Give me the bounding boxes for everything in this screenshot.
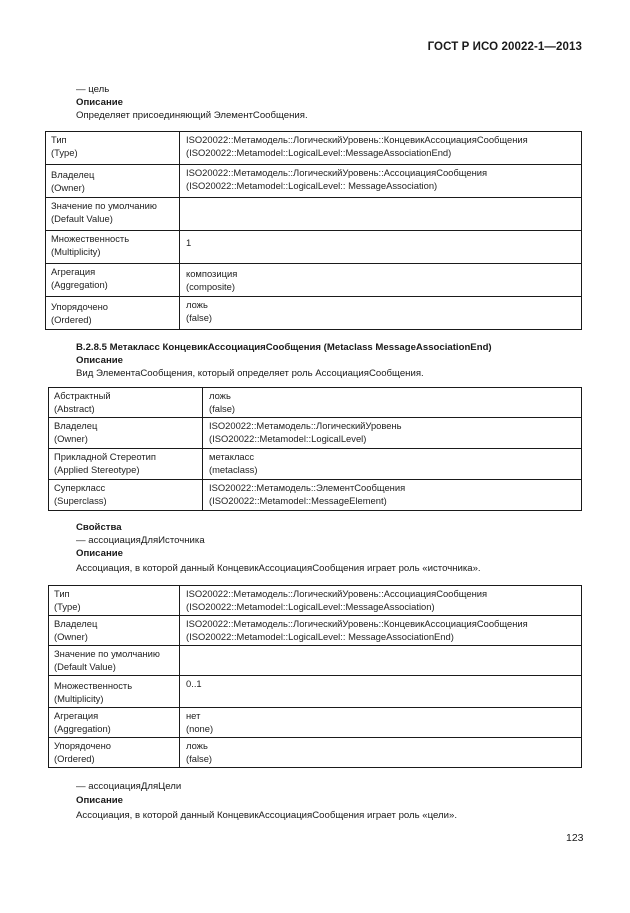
key-cell: Упорядочено (Ordered): [49, 738, 180, 768]
key-cell: Множественность (Multiplicity): [49, 676, 180, 708]
value-cell: нет (none): [180, 708, 582, 738]
key-cell: Владелец (Owner): [49, 616, 180, 646]
key-cell: Прикладной Стереотип (Applied Stereotype): [49, 449, 203, 480]
description-text: Ассоциация, в которой данный КонцевикАссоциацияСообщения играет роль «цели».: [76, 810, 457, 821]
key-cell: Тип (Type): [49, 586, 180, 616]
key-cell: Тип (Type): [46, 132, 180, 165]
table-row: [46, 264, 582, 297]
property-item: — ассоциацияДляЦели: [76, 781, 182, 792]
table-row: [46, 198, 582, 231]
key-cell: Значение по умолчанию (Default Value): [49, 646, 180, 676]
section-heading: В.2.8.5 Метакласс КонцевикАссоциацияСообщения (Metaclass MessageAssociationEnd): [76, 342, 492, 353]
metaclass-table: [48, 387, 582, 511]
table-row: [49, 449, 582, 480]
key-cell: Множественность (Multiplicity): [46, 231, 180, 264]
value-cell: 0..1: [180, 676, 582, 708]
description-heading: Описание: [76, 795, 123, 806]
table-row: [49, 586, 582, 616]
key-cell: Агрегация (Aggregation): [46, 264, 180, 297]
top-section: [76, 83, 308, 122]
property-item: — ассоциацияДляИсточника: [76, 535, 205, 546]
value-cell: композиция (composite): [180, 264, 582, 297]
value-cell: ложь (false): [203, 388, 582, 418]
key-cell: Агрегация (Aggregation): [49, 708, 180, 738]
description-heading: Описание: [76, 97, 123, 108]
section-b285: [76, 341, 492, 380]
value-cell: ложь (false): [180, 738, 582, 768]
description-text: Вид ЭлементаСообщения, который определяет роль АссоциацияСообщения.: [76, 368, 424, 379]
table-row: [49, 418, 582, 449]
table-row: [46, 132, 582, 165]
value-cell: ISO20022::Метамодель::ЛогическийУровень (ISO20022::Metamodel::LogicalLevel): [203, 418, 582, 449]
description-text: Ассоциация, в которой данный КонцевикАссоциацияСообщения играет роль «источника».: [76, 563, 481, 574]
table-row: [49, 738, 582, 768]
table-row: [49, 388, 582, 418]
value-cell: ISO20022::Метамодель::ЛогическийУровень::АссоциацияСообщения (ISO20022::Metamodel::LogicalLevel:: MessageAssociation): [180, 165, 582, 198]
value-cell: 1: [180, 231, 582, 264]
value-cell: ложь (false): [180, 297, 582, 330]
key-cell: Значение по умолчанию (Default Value): [46, 198, 180, 231]
table-row: [49, 646, 582, 676]
properties-table-2: [48, 585, 582, 768]
table-row: [46, 297, 582, 330]
bottom-section: [76, 780, 457, 822]
value-cell: ISO20022::Метамодель::ЛогическийУровень::АссоциацияСообщения (ISO20022::Metamodel::LogicalLevel::MessageAssociation): [180, 586, 582, 616]
key-cell: Суперкласс (Superclass): [49, 480, 203, 511]
table-row: [49, 708, 582, 738]
value-cell: [180, 646, 582, 676]
properties-section: [76, 521, 481, 575]
key-cell: Владелец (Owner): [46, 165, 180, 198]
page-number: 123: [566, 832, 584, 844]
table-row: [49, 676, 582, 708]
property-item: — цель: [76, 84, 110, 95]
value-cell: ISO20022::Метамодель::ЭлементСообщения (ISO20022::Metamodel::MessageElement): [203, 480, 582, 511]
description-heading: Описание: [76, 548, 123, 559]
value-cell: [180, 198, 582, 231]
description-heading: Описание: [76, 355, 123, 366]
description-text: Определяет присоединяющий ЭлементСообщения.: [76, 110, 308, 121]
key-cell: Упорядочено (Ordered): [46, 297, 180, 330]
table-row: [49, 480, 582, 511]
standard-code-header: ГОСТ Р ИСО 20022-1—2013: [427, 41, 582, 53]
table-row: [46, 231, 582, 264]
value-cell: ISO20022::Метамодель::ЛогическийУровень::КонцевикАссоциацияСообщения (ISO20022::Metamodel::LogicalLevel:: MessageAssociationEnd): [180, 616, 582, 646]
properties-table-1: [45, 131, 582, 330]
value-cell: ISO20022::Метамодель::ЛогическийУровень::КонцевикАссоциацияСообщения (ISO20022::Metamodel::LogicalLevel::MessageAssociationEnd): [180, 132, 582, 165]
key-cell: Владелец (Owner): [49, 418, 203, 449]
table-row: [46, 165, 582, 198]
key-cell: Абстрактный (Abstract): [49, 388, 203, 418]
value-cell: метакласс (metaclass): [203, 449, 582, 480]
properties-heading: Свойства: [76, 522, 122, 533]
table-row: [49, 616, 582, 646]
